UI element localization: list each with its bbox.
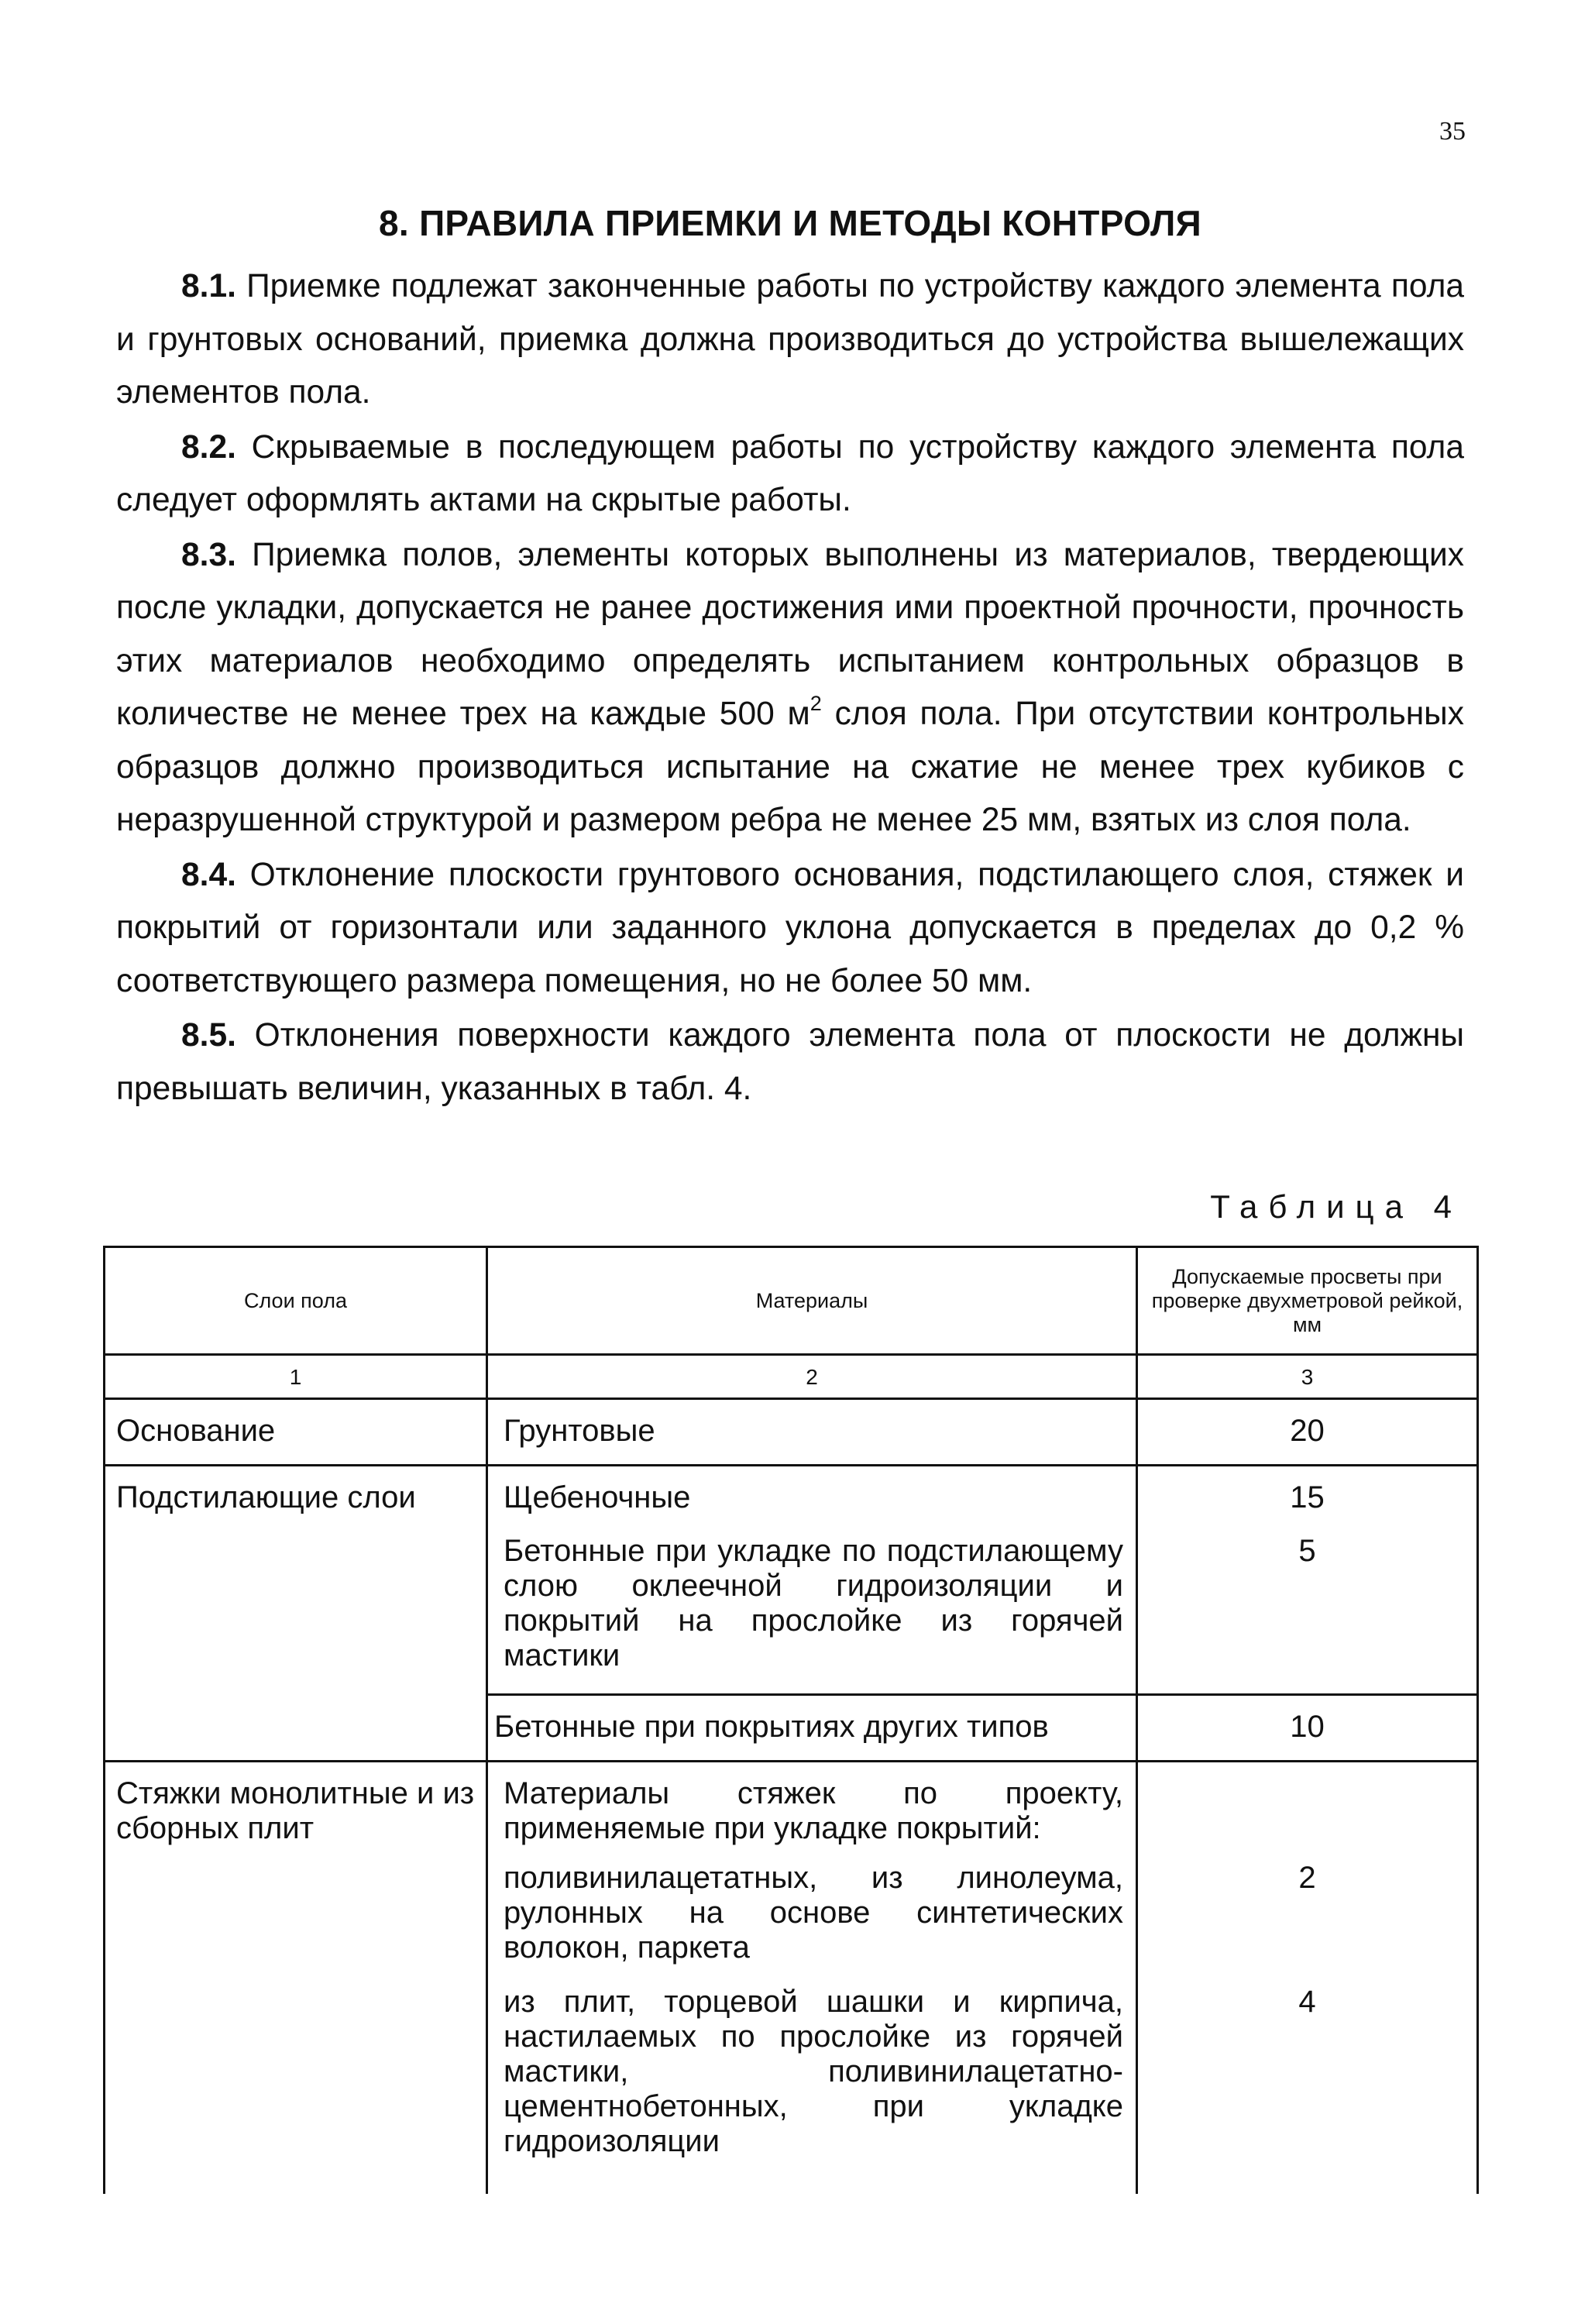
- tolerance-table-container: [103, 1246, 1476, 2194]
- tolerance-table: [103, 1246, 1479, 2194]
- cell-layer: Подстилающие слои: [105, 1466, 487, 1534]
- cell-value: 2: [1137, 1861, 1478, 1985]
- header-materials: Материалы: [487, 1247, 1137, 1355]
- cell-material: Бетонные при укладке по подстилающему слою оклеечной гидроизоляции и покрытий на прослойке из горячей мастики: [487, 1534, 1137, 1695]
- superscript-exponent: 2: [810, 692, 822, 715]
- body-text: [116, 260, 1464, 1117]
- paragraph-8-1: [116, 260, 1464, 420]
- cell-layer: Основание: [105, 1399, 487, 1466]
- cell-layer: [105, 1695, 487, 1762]
- cell-material: из плит, торцевой шашки и кирпича, настилаемых по прослойке из горячей мастики, поливинилацетатно-цементнобетонных, при укладке гидроизоляции: [487, 1985, 1137, 2194]
- cell-value: 15: [1137, 1466, 1478, 1534]
- table-row: [105, 1861, 1478, 1985]
- header-tolerance: Допускаемые просветы при проверке двухметровой рейкой, мм: [1137, 1247, 1478, 1355]
- section-title: 8. ПРАВИЛА ПРИЕМКИ И МЕТОДЫ КОНТРОЛЯ: [379, 203, 1201, 243]
- paragraph-number: 8.4.: [181, 856, 236, 893]
- cell-value: 5: [1137, 1534, 1478, 1695]
- table-column-numbers-row: [105, 1355, 1478, 1399]
- column-number-2: 2: [487, 1355, 1137, 1399]
- table-row: [105, 1695, 1478, 1762]
- paragraph-text: Отклонение плоскости грунтового основания, подстилающего слоя, стяжек и покрытий от горизонтали или заданного уклона допускается в пределах до 0,2 % соответствующего размера помещения, но не более 50 мм.: [116, 856, 1464, 999]
- paragraph-text: Приемке подлежат законченные работы по устройству каждого элемента пола и грунтовых оснований, приемка должна производиться до устройства вышележащих элементов пола.: [116, 268, 1465, 411]
- cell-value: 4: [1137, 1985, 1478, 2194]
- cell-material: Щебеночные: [487, 1466, 1137, 1534]
- table-row: [105, 1762, 1478, 1861]
- paragraph-number: 8.2.: [181, 428, 236, 466]
- table-header-row: [105, 1247, 1478, 1355]
- cell-material: Бетонные при покрытиях других типов: [487, 1695, 1137, 1762]
- page-number: 35: [1439, 117, 1466, 146]
- cell-layer: [105, 1534, 487, 1695]
- cell-layer: Стяжки монолитные и из сборных плит: [105, 1762, 487, 1861]
- column-number-3: 3: [1137, 1355, 1478, 1399]
- paragraph-8-3: [116, 529, 1464, 847]
- header-layers: Слои пола: [105, 1247, 487, 1355]
- column-number-1: 1: [105, 1355, 487, 1399]
- paragraph-8-4: [116, 849, 1464, 1009]
- table-caption: Таблица 4: [1210, 1188, 1463, 1225]
- table-row: [105, 1466, 1478, 1534]
- paragraph-8-5: [116, 1009, 1464, 1116]
- cell-value: 20: [1137, 1399, 1478, 1466]
- paragraph-number: 8.1.: [181, 268, 236, 304]
- paragraph-text-continued: слоя пола. При отсутствии контрольных образцов должно производиться испытание на сжатие не менее трех кубиков с неразрушенной структурой и размером ребра не менее 25 мм, взятых из слоя пола.: [116, 696, 1464, 838]
- paragraph-text: Скрываемые в последующем работы по устройству каждого элемента пола следует оформлять актами на скрытые работы.: [116, 428, 1464, 518]
- cell-material: Материалы стяжек по проекту, применяемые при укладке покрытий:: [487, 1762, 1137, 1861]
- paragraph-text: Отклонения поверхности каждого элемента пола от плоскости не должны превышать величин, указанных в табл. 4.: [116, 1017, 1464, 1107]
- cell-material: поливинилацетатных, из линолеума, рулонных на основе синтетических волокон, паркета: [487, 1861, 1137, 1985]
- cell-layer: [105, 1985, 487, 2194]
- cell-material: Грунтовые: [487, 1399, 1137, 1466]
- cell-value: 10: [1137, 1695, 1478, 1762]
- paragraph-text: Приемка полов, элементы которых выполнены из материалов, твердеющих после укладки, допускается не ранее достижения ими проектной прочности, прочность этих материалов необходимо определять испытанием контрольных образцов в количестве не менее трех на каждые 500 м: [116, 536, 1464, 732]
- cell-layer: [105, 1861, 487, 1985]
- cell-value: [1137, 1762, 1478, 1861]
- paragraph-number: 8.3.: [181, 536, 236, 573]
- table-row: [105, 1985, 1478, 2194]
- paragraph-number: 8.5.: [181, 1017, 236, 1054]
- table-row: [105, 1534, 1478, 1695]
- table-row: [105, 1399, 1478, 1466]
- paragraph-8-2: [116, 421, 1464, 528]
